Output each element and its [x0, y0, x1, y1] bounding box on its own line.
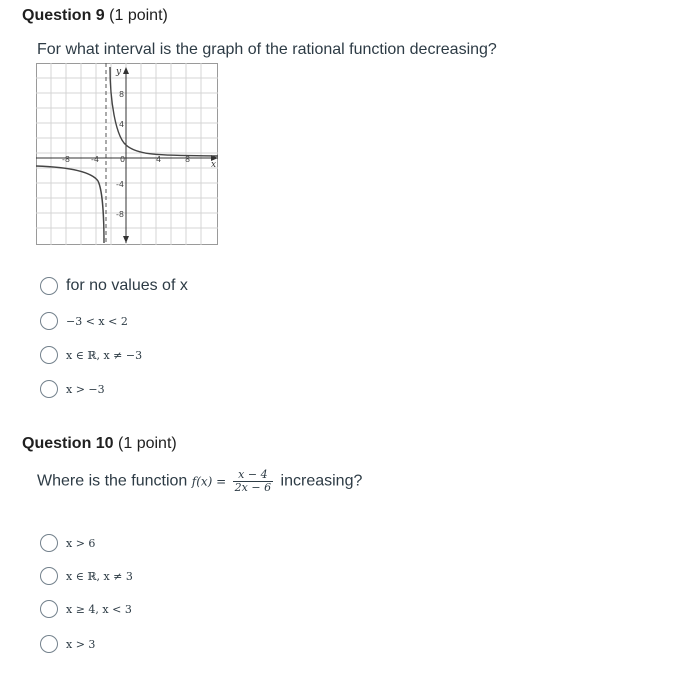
tick-label-x-neg4: -4 [91, 155, 99, 164]
tick-label-x-4: 4 [156, 155, 162, 164]
radio-button[interactable] [40, 567, 58, 585]
q9-option-4[interactable] [40, 380, 105, 398]
tick-label-origin: 0 [120, 155, 126, 164]
q10-option-4-label: x > 3 [66, 637, 96, 651]
radio-button[interactable] [40, 312, 58, 330]
tick-label-x-neg8: -8 [62, 155, 70, 164]
q10-option-3[interactable] [40, 600, 132, 618]
y-axis-label: y [116, 67, 122, 77]
q9-option-3-label: x ∈ ℝ, x ≠ −3 [66, 348, 143, 362]
tick-label-x-8: 8 [185, 155, 191, 164]
q10-option-2-label: x ∈ ℝ, x ≠ 3 [66, 569, 133, 583]
question-9-points: (1 point) [109, 7, 168, 24]
question-10-points: (1 point) [118, 435, 177, 452]
radio-button[interactable] [40, 380, 58, 398]
question-9-header [22, 7, 168, 25]
q9-option-4-label: x > −3 [66, 382, 105, 396]
question-10-prompt-before: Where is the function [37, 472, 188, 490]
question-10-prompt [37, 469, 362, 494]
function-fraction [233, 469, 273, 494]
fraction-numerator: x − 4 [233, 469, 273, 482]
q9-option-3[interactable] [40, 346, 142, 364]
question-9-title: Question 9 [22, 7, 105, 24]
radio-button[interactable] [40, 635, 58, 653]
question-9-prompt: For what interval is the graph of the rational function decreasing? [37, 41, 497, 58]
question-10-header [22, 435, 177, 453]
q9-option-1[interactable] [40, 277, 188, 295]
rational-function-graph [36, 63, 218, 245]
tick-label-y-4: 4 [119, 120, 125, 129]
x-axis-label: x [211, 160, 217, 170]
q10-option-3-label: x ≥ 4, x < 3 [66, 602, 132, 616]
q10-option-1[interactable] [40, 534, 95, 552]
fraction-denominator: 2x − 6 [234, 481, 272, 494]
q10-option-2[interactable] [40, 567, 133, 585]
tick-label-y-neg4: -4 [116, 180, 124, 189]
radio-button[interactable] [40, 346, 58, 364]
q9-option-1-label: for no values of x [66, 277, 188, 294]
q10-option-4[interactable] [40, 635, 95, 653]
tick-label-y-8: 8 [119, 90, 125, 99]
q9-option-2[interactable] [40, 312, 128, 330]
radio-button[interactable] [40, 600, 58, 618]
radio-button[interactable] [40, 534, 58, 552]
radio-button[interactable] [40, 277, 58, 295]
tick-label-y-neg8: -8 [116, 210, 124, 219]
question-10-title: Question 10 [22, 435, 114, 452]
function-name: f(x) = [191, 474, 227, 489]
q10-option-1-label: x > 6 [66, 536, 96, 550]
question-10-prompt-after: increasing? [280, 472, 363, 490]
q9-option-2-label: −3 < x < 2 [66, 314, 128, 328]
